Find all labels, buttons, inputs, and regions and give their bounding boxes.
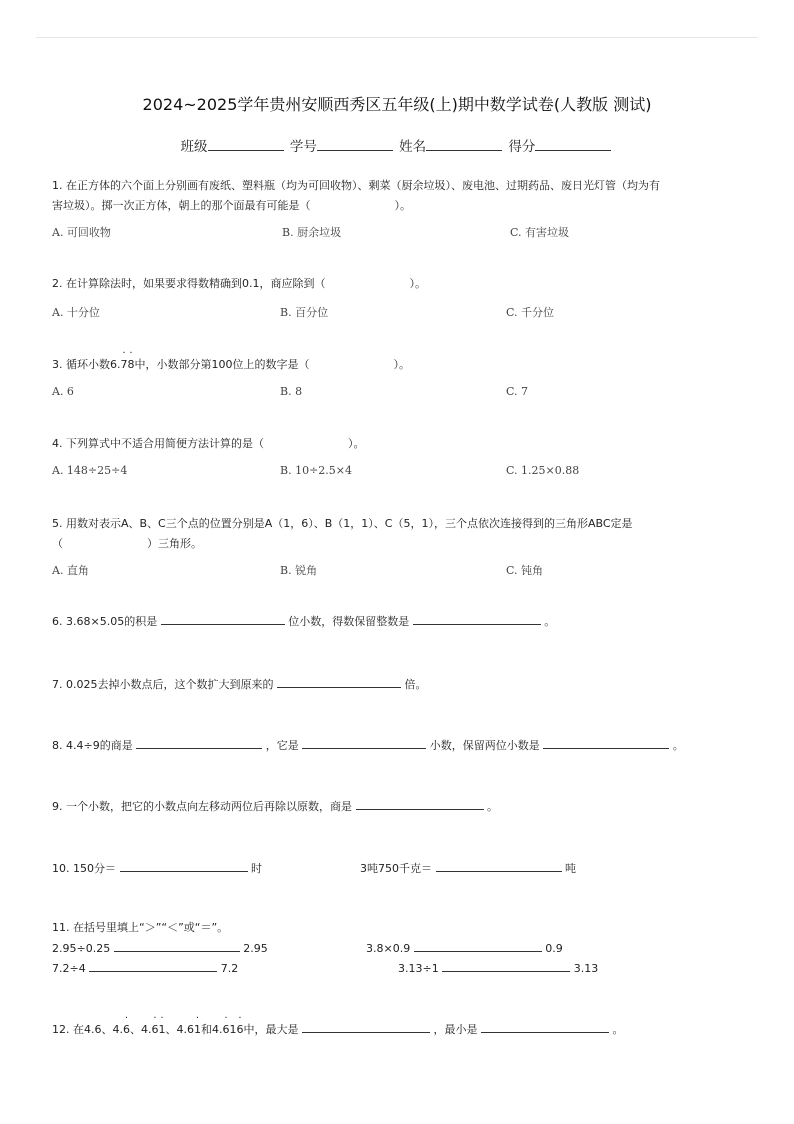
class-field[interactable] — [208, 138, 284, 151]
question-7: 7. 0.025去掉小数点后，这个数扩大到原来的 倍。 — [52, 675, 752, 695]
q1-option-c[interactable]: C. 有害垃圾 — [510, 226, 570, 239]
q3-option-a[interactable]: A. 6 — [52, 385, 74, 398]
score-label: 得分 — [508, 139, 536, 155]
name-field[interactable] — [426, 138, 502, 151]
q8-blank-1[interactable] — [136, 736, 262, 749]
id-field[interactable] — [317, 138, 393, 151]
q5-option-b[interactable]: B. 锐角 — [280, 564, 318, 577]
question-4: 4. 下列算式中不适合用简便方法计算的是（ ）。 — [52, 437, 365, 450]
q1-option-a[interactable]: A. 可回收物 — [52, 226, 111, 239]
q9-blank[interactable] — [356, 797, 484, 810]
q11-blank-2[interactable] — [414, 939, 542, 952]
page-title: 2024~2025学年贵州安顺西秀区五年级(上)期中数学试卷(人教版 测试) — [142, 95, 652, 114]
q7-blank[interactable] — [277, 675, 401, 688]
q11-row-1-right: 3.8×0.9 0.9 — [366, 939, 563, 955]
q3-option-b[interactable]: B. 8 — [280, 385, 303, 398]
question-10-part-a: 10. 150分＝ 时 — [52, 859, 262, 876]
question-12: 12. 在4.6、4.6 .、4.6 .1 .、4.61 .和4.6 .16 .中，最大是 ，最小是 。 — [52, 1020, 752, 1040]
q1-option-b[interactable]: B. 厨余垃圾 — [282, 226, 342, 239]
q11-blank-4[interactable] — [442, 959, 570, 972]
q3-option-c[interactable]: C. 7 — [506, 385, 529, 398]
q12-blank-2[interactable] — [481, 1020, 609, 1033]
q10-blank-2[interactable] — [436, 859, 562, 872]
q11-blank-1[interactable] — [114, 939, 240, 952]
q6-blank-2[interactable] — [413, 612, 541, 625]
question-2: 2. 在计算除法时，如果要求得数精确到0.1，商应除到（ ）。 — [52, 277, 426, 290]
q5-option-a[interactable]: A. 直角 — [52, 564, 89, 577]
question-3: 3. 循环小数6.7 .8 .中，小数部分第100位上的数字是（ ）。 — [52, 355, 752, 375]
q8-blank-2[interactable] — [302, 736, 426, 749]
name-label: 姓名 — [399, 139, 427, 155]
question-1 — [52, 176, 752, 216]
class-label: 班级 — [180, 139, 208, 155]
q5-option-c[interactable]: C. 钝角 — [506, 564, 544, 577]
question-5-line-1: 5. 用数对表示A、B、C三个点的位置分别是A（1，6）、B（1，1）、C（5，1），三个点依次连接得到的三角形ABC定是 — [52, 517, 633, 530]
q2-option-b[interactable]: B. 百分位 — [280, 306, 329, 319]
question-11: 11. 在括号里填上“＞”“＜”或“＝”。 — [52, 921, 229, 934]
id-label: 学号 — [289, 139, 317, 155]
q11-row-2-left: 7.2÷4 7.2 — [52, 959, 238, 975]
q2-option-a[interactable]: A. 十分位 — [52, 306, 100, 319]
q10-blank-1[interactable] — [120, 859, 248, 872]
q4-option-c[interactable]: C. 1.25×0.88 — [506, 464, 580, 477]
question-1-line-1: 1. 在正方体的六个面上分别画有废纸、塑料瓶（均为可回收物）、剩菜（厨余垃圾）、废电池、过期药品、废日光灯管（均为有 — [52, 179, 660, 192]
repeating-digit-7: 7 . — [121, 355, 128, 375]
q8-blank-3[interactable] — [543, 736, 669, 749]
question-8: 8. 4.4÷9的商是 ，它是 小数，保留两位小数是 。 — [52, 736, 752, 756]
q11-row-1-left: 2.95÷0.25 2.95 — [52, 939, 268, 955]
q11-blank-3[interactable] — [89, 959, 217, 972]
question-10-part-b: 3吨750千克＝ 吨 — [360, 859, 576, 876]
q2-option-c[interactable]: C. 千分位 — [506, 306, 555, 319]
score-field[interactable] — [535, 138, 611, 151]
q12-blank-1[interactable] — [302, 1020, 430, 1033]
question-6: 6. 3.68×5.05的积是 位小数，得数保留整数是 。 — [52, 612, 752, 632]
header-rule — [36, 37, 758, 38]
question-5-line-2: （ ）三角形。 — [52, 537, 202, 550]
student-info-line — [0, 135, 794, 155]
question-5 — [52, 514, 752, 554]
q4-option-a[interactable]: A. 148÷25÷4 — [52, 464, 128, 477]
question-9: 9. 一个小数，把它的小数点向左移动两位后再除以原数，商是 。 — [52, 797, 752, 817]
question-1-line-2: 害垃圾）。掷一次正方体，朝上的那个面最有可能是（ ）。 — [52, 199, 411, 212]
q11-row-2-right: 3.13÷1 3.13 — [398, 959, 598, 975]
repeating-digit-8: 8 . — [128, 355, 135, 375]
q6-blank-1[interactable] — [161, 612, 285, 625]
q4-option-b[interactable]: B. 10÷2.5×4 — [280, 464, 352, 477]
